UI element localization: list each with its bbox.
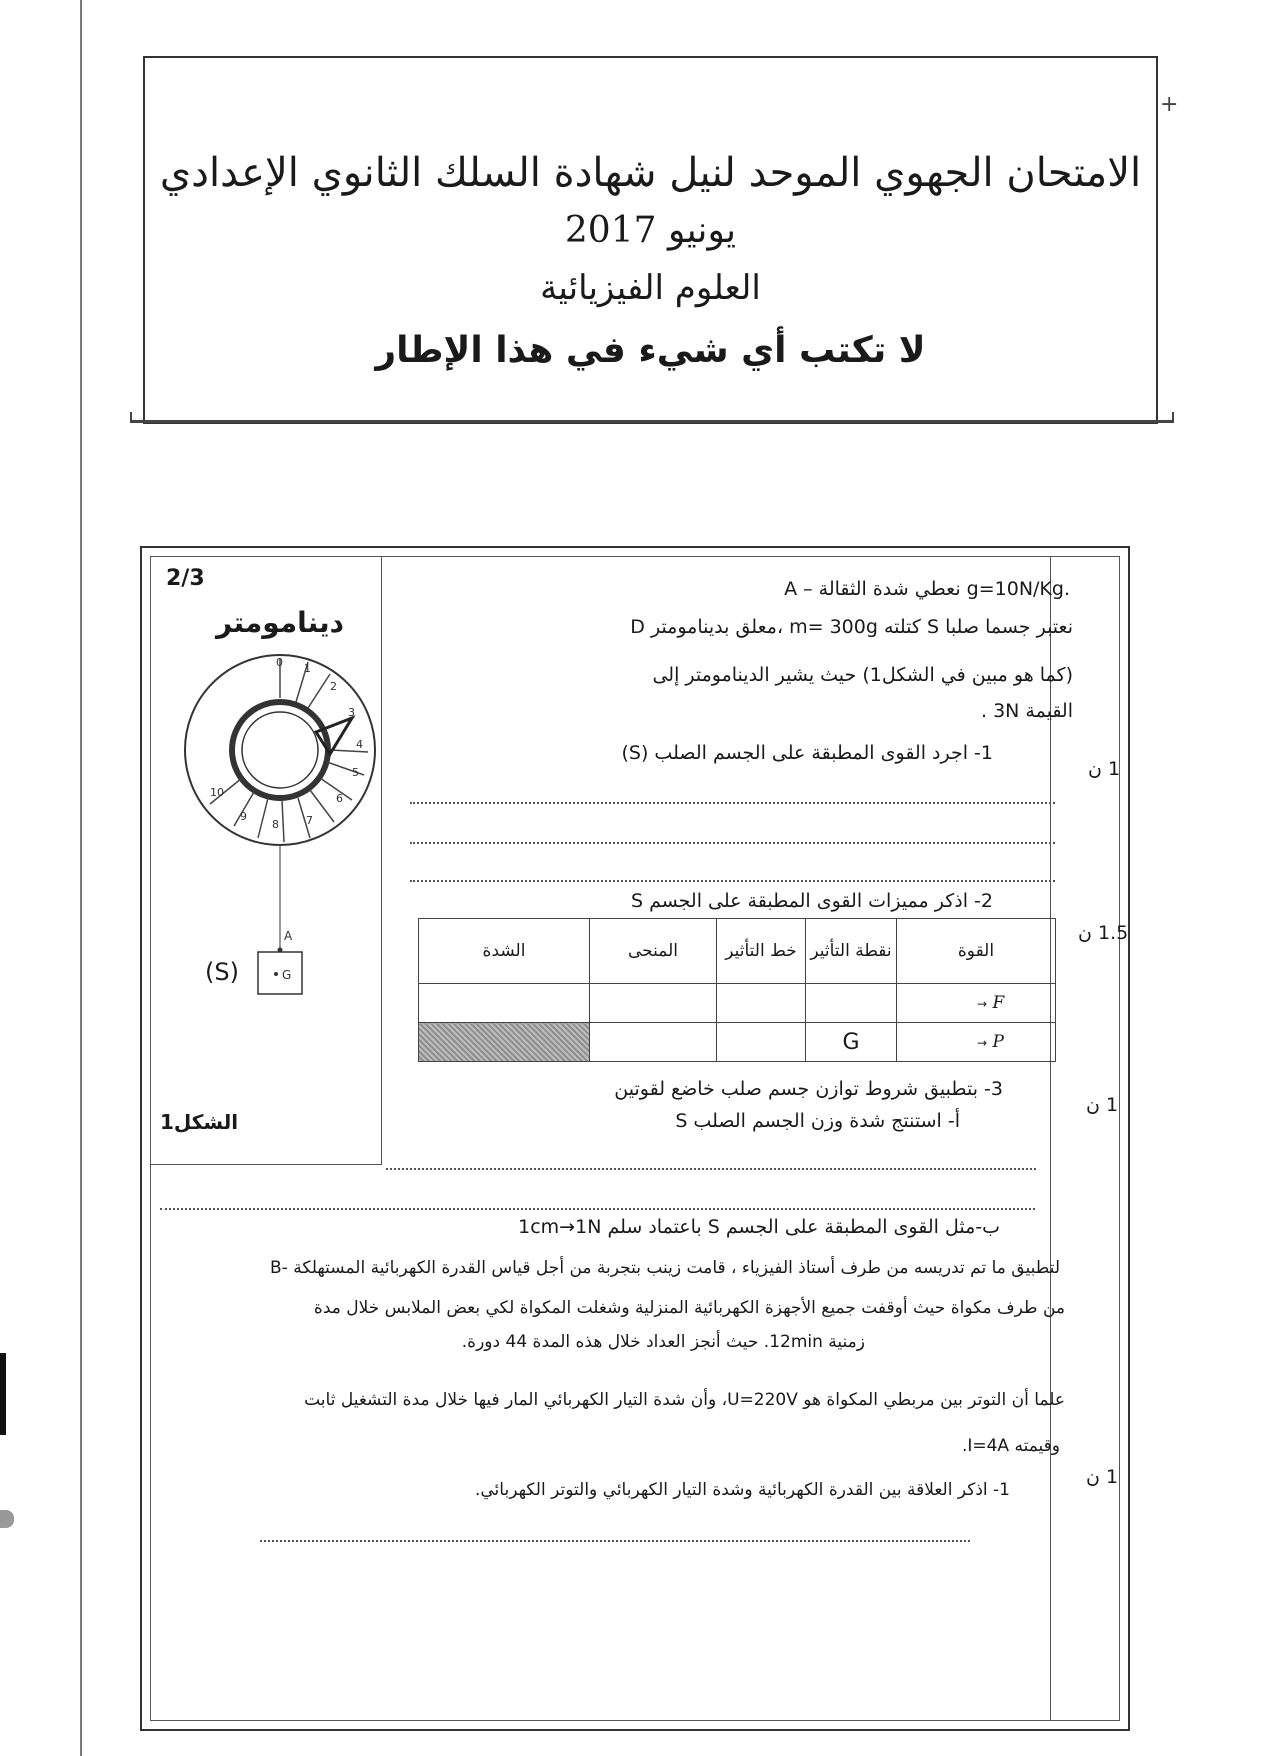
dial-number-2: 2 [330, 680, 337, 693]
table-row [419, 984, 1056, 1023]
dynamometer-title: دينامومتر [216, 606, 344, 639]
dial-number-10: 10 [210, 786, 224, 799]
question-a3b: ب-مثل القوى المطبقة على الجسم S باعتماد سلم 1cm→1N [518, 1216, 1000, 1238]
dial-hub-inner [242, 712, 318, 788]
dial-number-6: 6 [336, 792, 343, 805]
solid-body-s [258, 952, 302, 994]
question-b1: 1- اذكر العلاقة بين القدرة الكهربائية وشدة التيار الكهربائي والتوتر الكهربائي. [474, 1480, 1010, 1500]
forces-table [418, 918, 1056, 1062]
part-a-intro-1: نعتبر جسما صلبا S كتلته m= 300g ،معلق بدينامومتر D [630, 616, 1073, 638]
part-a-given: A – نعطي شدة الثقالة g=10N/Kg. [784, 578, 1070, 600]
force-f-label: F [992, 993, 1005, 1013]
question-b1-score: 1 ن [1086, 1466, 1119, 1488]
scan-edge-bar [0, 1353, 6, 1435]
header-frame-shadow [130, 412, 1174, 423]
force-p-label: P [992, 1032, 1004, 1052]
table-row [419, 1023, 1056, 1062]
question-a3-score: 1 ن [1086, 1094, 1119, 1116]
answer-line [410, 880, 1055, 882]
exam-subject: العلوم الفيزيائية [540, 268, 761, 308]
exam-title: الامتحان الجهوي الموحد لنيل شهادة السلك الثانوي الإعدادي [159, 150, 1142, 196]
question-a2: 2- اذكر مميزات القوى المطبقة على الجسم S [630, 890, 993, 912]
cell-answer[interactable] [717, 984, 806, 1023]
exam-session: يونيو 2017 [564, 210, 737, 251]
question-a1-score: 1 ن [1088, 758, 1121, 780]
dial-number-1: 1 [304, 662, 311, 675]
part-a-intro-3: القيمة 3N . [980, 700, 1073, 722]
dynamometer-figure [180, 650, 380, 1010]
score-margin-line [1050, 556, 1051, 1721]
cell-answer[interactable] [590, 984, 717, 1023]
answer-line [160, 1208, 1035, 1210]
page-number: 2/3 [166, 566, 205, 591]
answer-line [410, 802, 1055, 804]
cell-force-p: P → [897, 1023, 1056, 1062]
cell-force-f: F → [897, 984, 1056, 1023]
page-left-rule [80, 0, 82, 1756]
question-a2-score: 1.5 ن [1078, 922, 1129, 944]
part-b-line-3: زمنية 12min. حيث أنجز العداد خلال هذه المدة 44 دورة. [461, 1332, 865, 1352]
solid-label: (S) [205, 958, 239, 986]
part-a-intro-2: (كما هو مبين في الشكل1) حيث يشير الدينامومتر إلى [652, 664, 1073, 686]
header-direction: المنحى [590, 919, 717, 984]
question-a3a: أ- استنتج شدة وزن الجسم الصلب S [675, 1110, 960, 1132]
corner-mark: + [1160, 92, 1179, 117]
scan-edge-mark [0, 1510, 14, 1528]
question-a3: 3- بتطبيق شروط توازن جسم صلب خاضع لقوتين [614, 1078, 1003, 1100]
dial-number-5: 5 [352, 766, 359, 779]
answer-line [260, 1540, 970, 1542]
header-line: خط التأثير [717, 919, 806, 984]
table-header-row [419, 919, 1056, 984]
dial-number-0: 0 [276, 656, 283, 669]
part-b-line-4: علما أن التوتر بين مربطي المكواة هو U=220V، وأن شدة التيار الكهربائي المار فيها خلال مدة التشغيل ثابت [304, 1390, 1065, 1410]
center-of-gravity [274, 972, 278, 976]
answer-line [386, 1168, 1036, 1170]
part-b-line-5: وقيمته I=4A. [961, 1436, 1060, 1456]
part-b-line-1: B- لتطبيق ما تم تدريسه من طرف أستاذ الفيزياء ، قامت زينب بتجربة من أجل قياس القدرة الكهربائية المستهلكة [270, 1258, 1060, 1278]
cell-answer[interactable] [806, 984, 897, 1023]
dial-number-3: 3 [348, 706, 355, 719]
figure-caption: الشكل1 [160, 1110, 239, 1134]
answer-line [410, 842, 1055, 844]
cell-answer[interactable] [717, 1023, 806, 1062]
point-g-label: G [282, 968, 292, 982]
header-intensity: الشدة [419, 919, 590, 984]
dial-number-8: 8 [272, 818, 279, 831]
do-not-write-notice: لا تكتب أي شيء في هذا الإطار [375, 330, 926, 371]
cell-shaded [419, 1023, 590, 1062]
cell-answer[interactable] [590, 1023, 717, 1062]
header-point: نقطة التأثير [806, 919, 897, 984]
cell-answer[interactable] [419, 984, 590, 1023]
part-b-line-2: من طرف مكواة حيث أوقفت جميع الأجهزة الكهربائية المنزلية وشغلت المكواة لكي بعض الملابس خلال مدة [313, 1298, 1065, 1318]
dial-number-4: 4 [356, 738, 363, 751]
header-force: القوة [897, 919, 1056, 984]
cell-point-g: G [806, 1023, 897, 1062]
dial-number-9: 9 [240, 810, 247, 823]
point-a-label: A [284, 929, 293, 943]
dial-hub-ring [232, 702, 328, 798]
question-a1: 1- اجرد القوى المطبقة على الجسم الصلب (S) [621, 742, 993, 764]
dial-number-7: 7 [306, 814, 313, 827]
